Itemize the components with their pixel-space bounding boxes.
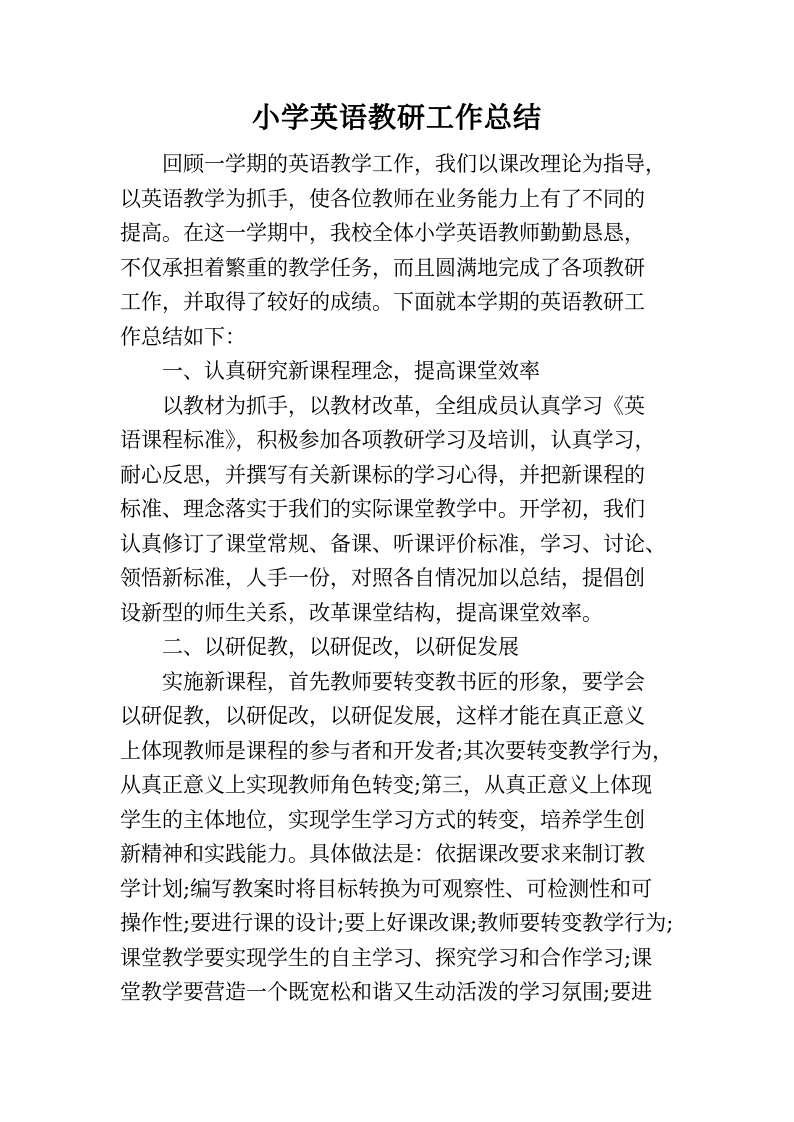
paragraph-line: 新精神和实践能力。具体做法是：依据课改要求来制订教 — [120, 842, 645, 866]
paragraph-line: 领悟新标准，人手一份，对照各自情况加以总结，提倡创 — [120, 566, 645, 590]
paragraph-line: 提高。在这一学期中，我校全体小学英语教师勤勤恳恳， — [120, 221, 645, 245]
paragraph-line: 学生的主体地位，实现学生学习方式的转变，培养学生创 — [120, 807, 645, 832]
paragraph-line: 操作性;要进行课的设计;要上好课改课;教师要转变教学行为; — [120, 911, 674, 935]
paragraph-line: 堂教学要营造一个既宽松和谐又生动活泼的学习氛围;要进 — [120, 980, 653, 1004]
paragraph-line: 标准、理念落实于我们的实际课堂教学中。开学初，我们 — [120, 497, 645, 521]
paragraph-line: 作总结如下： — [120, 324, 246, 349]
paragraph-line: 以英语教学为抓手，使各位教师在业务能力上有了不同的 — [120, 186, 645, 211]
paragraph-line: 设新型的师生关系，改革课堂结构，提高课堂效率。 — [120, 600, 603, 625]
paragraph-line: 不仅承担着繁重的教学任务，而且圆满地完成了各项教研 — [120, 255, 645, 280]
paragraph-line: 上体现教师是课程的参与者和开发者;其次要转变教学行为， — [120, 738, 674, 763]
paragraph-line: 学计划;编写教案时将目标转换为可观察性、可检测性和可 — [120, 876, 653, 901]
section-heading-1: 一、认真研究新课程理念，提高课堂效率 — [162, 359, 540, 383]
paragraph-line: 以教材为抓手，以教材改革，全组成员认真学习《英 — [162, 393, 645, 418]
paragraph-line: 认真修订了课堂常规、备课、听课评价标准，学习、讨论、 — [120, 531, 666, 556]
paragraph-line: 实施新课程，首先教师要转变教书匠的形象，要学会 — [162, 669, 645, 694]
paragraph-line: 回顾一学期的英语教学工作，我们以课改理论为指导， — [162, 152, 666, 176]
paragraph-line: 语课程标准》，积极参加各项教研学习及培训，认真学习， — [120, 428, 656, 452]
section-heading-2: 二、以研促教，以研促改，以研促发展 — [162, 635, 519, 659]
document-body — [120, 147, 676, 1010]
paragraph-line: 以研促教，以研促改，以研促发展，这样才能在真正意义 — [120, 704, 645, 728]
paragraph-line: 工作，并取得了较好的成绩。下面就本学期的英语教研工 — [120, 290, 645, 314]
document-title: 小学英语教研工作总结 — [251, 101, 542, 134]
paragraph-line: 课堂教学要实现学生的自主学习、探究学习和合作学习;课 — [120, 945, 653, 970]
paragraph-line: 耐心反思，并撰写有关新课标的学习心得，并把新课程的 — [120, 462, 645, 487]
paragraph-line: 从真正意义上实现教师角色转变;第三，从真正意义上体现 — [120, 773, 653, 797]
